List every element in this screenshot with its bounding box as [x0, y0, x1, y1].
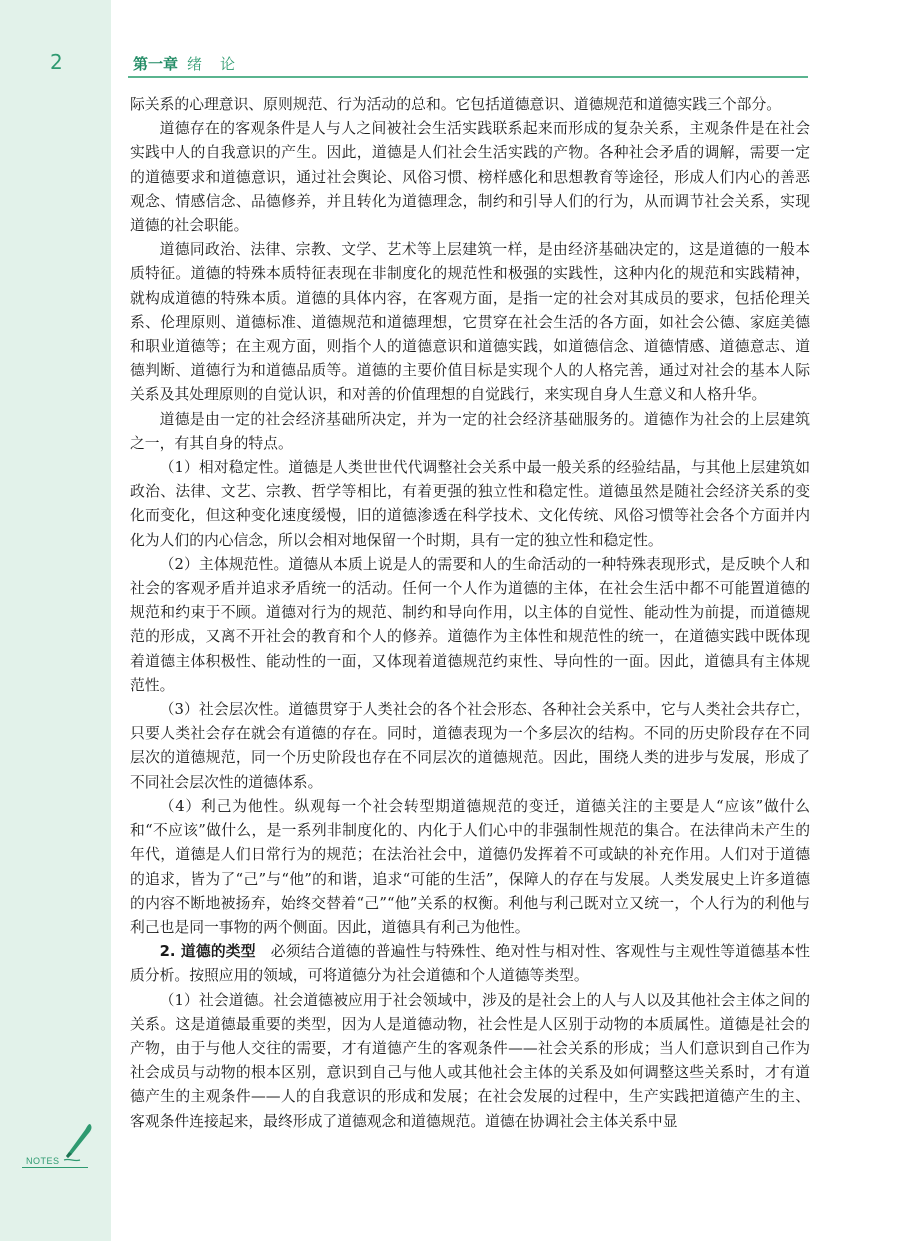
notes-line	[22, 1167, 88, 1168]
paragraph: （1）相对稳定性。道德是人类世世代代调整社会关系中最一般关系的经验结晶，与其他上层建筑如政治、法律、文艺、宗教、哲学等相比，有着更强的独立性和稳定性。道德虽然是随社会经济关系的变化而变化，但这种变化速度缓慢，旧的道德渗透在科学技术、文化传统、风俗习惯等社会各个方面并内化为人们的内心信念，所以会相对地保留一个时期，具有一定的独立性和稳定性。	[130, 459, 810, 549]
chapter-label: 第一章	[133, 55, 179, 73]
paragraph: （2）主体规范性。道德从本质上说是人的需要和人的生命活动的一种特殊表现形式，是反映个人和社会的客观矛盾并追求矛盾统一的活动。任何一个人作为道德的主体，在社会生活中都不可能置道德的规范和约束于不顾。道德对行为的规范、制约和导向作用，以主体的自觉性、能动性为前提，而道德规范的形成，又离不开社会的教育和个人的修养。道德作为主体性和规范性的统一，在道德实践中既体现着道德主体积极性、能动性的一面，又体现着道德规范约束性、导向性的一面。因此，道德具有主体规范性。	[130, 555, 810, 694]
header-rule	[128, 76, 808, 78]
notes-marker	[22, 1122, 102, 1172]
paragraph: 道德是由一定的社会经济基础所决定，并为一定的社会经济基础服务的。道德作为社会的上层建筑之一，有其自身的特点。	[130, 410, 810, 452]
section-paragraph	[130, 940, 810, 988]
section-text: 必须结合道德的普遍性与特殊性、绝对性与相对性、客观性与主观性等道德基本性质分析。按照应用的领域，可将道德分为社会道德和个人道德等类型。	[130, 943, 810, 985]
paragraph: 道德存在的客观条件是人与人之间被社会生活实践联系起来而形成的复杂关系，主观条件是在社会实践中人的自我意识的产生。因此，道德是人们社会生活实践的产物。各种社会矛盾的调解，需要一定的道德要求和道德意识，通过社会舆论、风俗习惯、榜样感化和思想教育等途径，形成人们内心的善恶观念、情感信念、品德修养，并且转化为道德理念，制约和引导人们的行为，从而调节社会关系，实现道德的社会职能。	[130, 120, 810, 235]
paragraph: 际关系的心理意识、原则规范、行为活动的总和。它包括道德意识、道德规范和道德实践三个部分。	[130, 96, 782, 113]
pen-icon	[60, 1122, 94, 1164]
page-sidebar	[0, 0, 111, 1241]
notes-label: NOTES	[26, 1156, 60, 1166]
section-heading: 2. 道德的类型	[159, 943, 256, 961]
paragraph: （3）社会层次性。道德贯穿于人类社会的各个社会形态、各种社会关系中，它与人类社会共存亡，只要人类社会存在就会有道德的存在。同时，道德表现为一个多层次的结构。不同的历史阶段存在不同层次的道德规范，同一个历史阶段也存在不同层次的道德规范。因此，围绕人类的进步与发展，形成了不同社会层次性的道德体系。	[130, 701, 810, 791]
chapter-title: 绪论	[187, 55, 254, 73]
body-text	[130, 93, 810, 1134]
page-number: 2	[50, 50, 63, 74]
running-header	[128, 50, 808, 80]
paragraph: （1）社会道德。社会道德被应用于社会领域中，涉及的是社会上的人与人以及其他社会主体之间的关系。这是道德最重要的类型，因为人是道德动物，社会性是人区别于动物的本质属性。道德是社会的产物，由于与他人交往的需要，才有道德产生的客观条件——社会关系的形成；当人们意识到自己作为社会成员与动物的根本区别，意识到自己与他人或其他社会主体的关系及如何调整这些关系时，才有道德产生的主观条件——人的自我意识的形成和发展；在社会发展的过程中，生产实践把道德产生的主、客观条件连接起来，最终形成了道德观念和道德规范。道德在协调社会主体关系中显	[130, 991, 810, 1130]
paragraph: （4）利己为他性。纵观每一个社会转型期道德规范的变迁，道德关注的主要是人“应该”做什么和“不应该”做什么，是一系列非制度化的、内化于人们心中的非强制性规范的集合。在法律尚未产生的年代，道德是人们日常行为的规范；在法治社会中，道德仍发挥着不可或缺的补充作用。人们对于道德的追求，皆为了“己”与“他”的和谐，追求“可能的生活”，保障人的存在与发展。人类发展史上许多道德的内容不断地被扬弃，始终交替着“己”“他”关系的权衡。利他与利己既对立又统一，个人行为的利他与利己也是同一事物的两个侧面。因此，道德具有利己为他性。	[130, 797, 810, 936]
paragraph: 道德同政治、法律、宗教、文学、艺术等上层建筑一样，是由经济基础决定的，这是道德的一般本质特征。道德的特殊本质特征表现在非制度化的规范性和极强的实践性，这种内化的规范和实践精神，就构成道德的特殊本质。道德的具体内容，在客观方面，是指一定的社会对其成员的要求，包括伦理关系、伦理原则、道德标准、道德规范和道德理想，它贯穿在社会生活的各方面，如社会公德、家庭美德和职业道德等；在主观方面，则指个人的道德意识和道德实践，如道德信念、道德情感、道德意志、道德判断、道德行为和道德品质等。道德的主要价值目标是实现个人的人格完善，通过对社会的基本人际关系及其处理原则的自觉认识，和对善的价值理想的自觉践行，来实现自身人生意义和人格升华。	[130, 241, 810, 404]
